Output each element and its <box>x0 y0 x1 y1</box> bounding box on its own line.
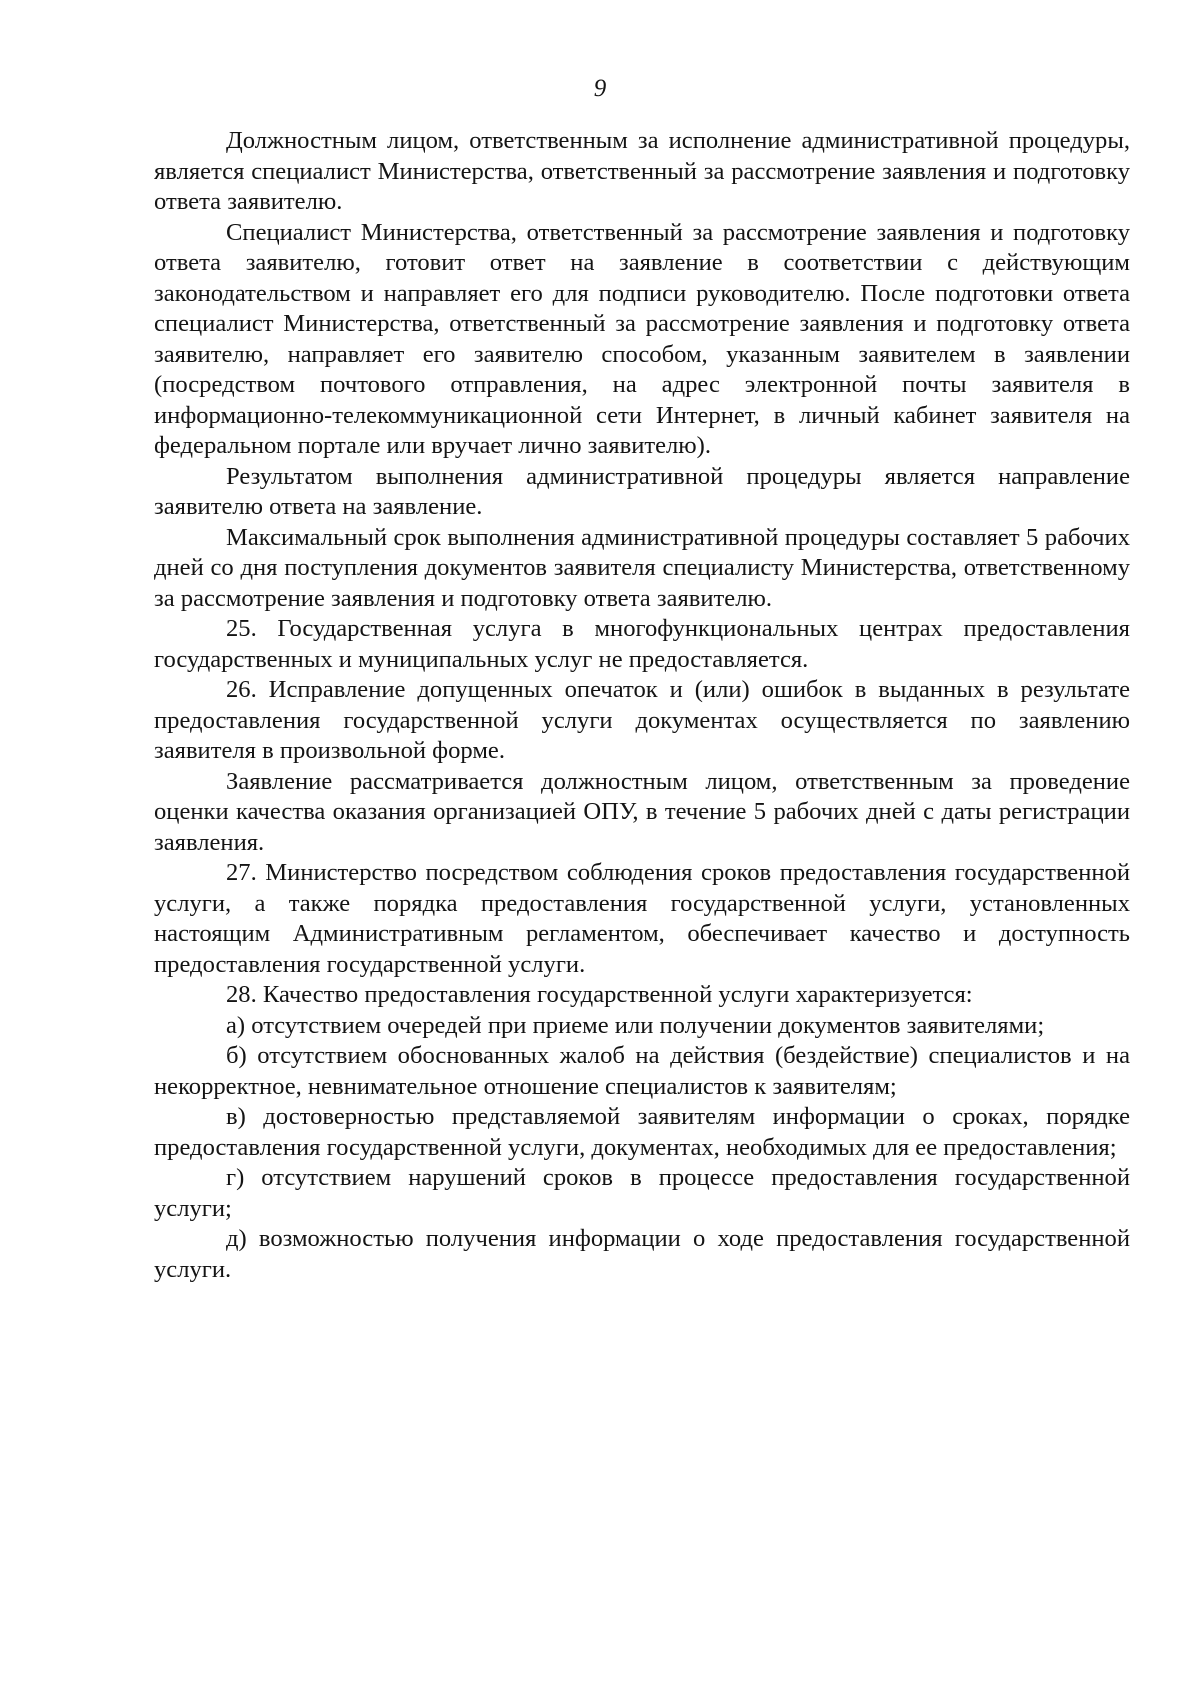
list-item-g: г) отсутствием нарушений сроков в процессе предоставления государственной услуги; <box>154 1164 1130 1222</box>
paragraph-item-25: 25. Государственная услуга в многофункциональных центрах предоставления государственных и муниципальных услуг не предоставляется. <box>154 615 1130 673</box>
paragraph-procedure-result: Результатом выполнения административной процедуры является направление заявителю ответа на заявление. <box>154 462 1130 520</box>
paragraph-item-28: 28. Качество предоставления государственной услуги характеризуется: <box>226 981 973 1008</box>
paragraph-item-26: 26. Исправление допущенных опечаток и (или) ошибок в выданных в результате предоставления государственной услуги документах осуществляется по заявлению заявителя в произвольной форме. <box>154 676 1130 764</box>
paragraph-specialist-response: Специалист Министерства, ответственный за рассмотрение заявления и подготовку ответа заявителю, готовит ответ на заявление в соответствии с действующим законодательством и направляет его для подписи руководителю. После подготовки ответа специалист Министерства, ответственный за рассмотрение заявления и подготовку ответа заявителю, направляет его заявителю способом, указанным заявителем в заявлении (посредством почтового отправления, на адрес электронной почты заявителя в информационно-телекоммуникационной сети Интернет, в личный кабинет заявителя на федеральном портале или вручает лично заявителю). <box>154 218 1130 459</box>
list-item-b: б) отсутствием обоснованных жалоб на действия (бездействие) специалистов и на некорректное, невнимательное отношение специалистов к заявителям; <box>154 1042 1130 1100</box>
paragraph-application-review: Заявление рассматривается должностным лицом, ответственным за проведение оценки качества оказания организацией ОПУ, в течение 5 рабочих дней с даты регистрации заявления. <box>154 767 1130 856</box>
paragraph-max-term: Максимальный срок выполнения административной процедуры составляет 5 рабочих дней со дня поступления документов заявителя специалисту Министерства, ответственному за рассмотрение заявления и подготовку ответа заявителю. <box>154 523 1130 612</box>
document-body <box>154 126 1130 1285</box>
list-item-a: а) отсутствием очередей при приеме или получении документов заявителями; <box>226 1011 1045 1039</box>
list-item-d: д) возможностью получения информации о ходе предоставления государственной услуги. <box>154 1225 1130 1283</box>
list-item-v: в) достоверностью представляемой заявителям информации о сроках, порядке предоставления государственной услуги, документах, необходимых для ее предоставления; <box>154 1103 1130 1161</box>
paragraph-responsible-official: Должностным лицом, ответственным за исполнение административной процедуры, является специалист Министерства, ответственный за рассмотрение заявления и подготовку ответа заявителю. <box>154 127 1130 215</box>
page-number: 9 <box>593 75 607 102</box>
paragraph-item-27: 27. Министерство посредством соблюдения сроков предоставления государственной услуги, а также порядка предоставления государственной услуги, установленных настоящим Административным регламентом, обеспечивает качество и доступность предоставления государственной услуги. <box>154 859 1130 978</box>
